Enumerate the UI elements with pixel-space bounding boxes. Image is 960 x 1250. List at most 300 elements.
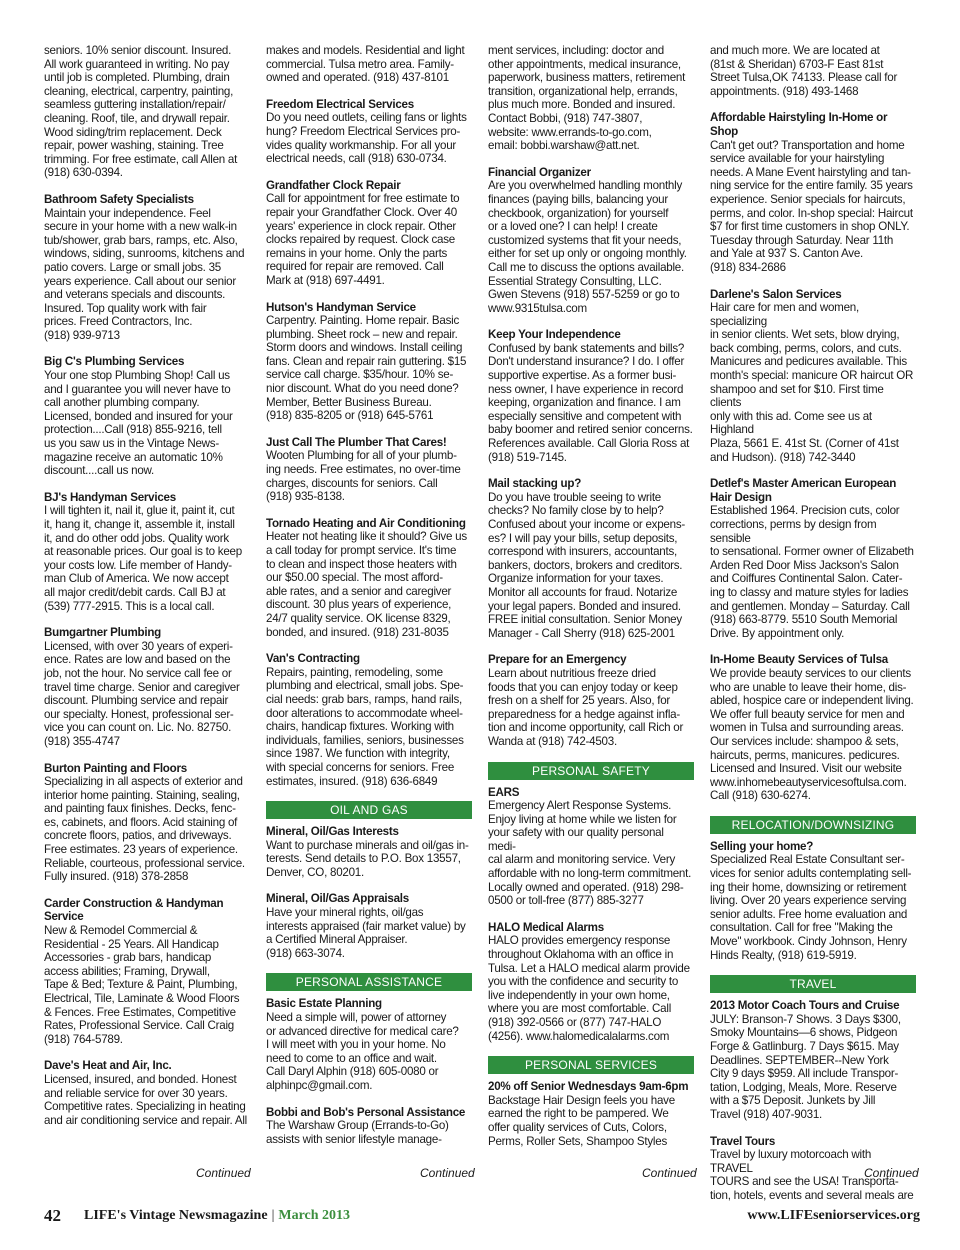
listing-text-line: only with this ad. Come see us at Highland (710, 409, 872, 437)
listing-text-line: and Yale at 937 S. Canton Ave. (710, 247, 864, 261)
listing-text-line: Move" workbook. Cindy Johnson, Henry (710, 935, 907, 949)
listing-text-line: preparedness for a hedge against infla- (488, 707, 680, 721)
listing-text-line: Backstage Hair Design feels you have (488, 1093, 675, 1107)
listing-text-line: Are you overwhelmed handling monthly (488, 179, 683, 193)
listing-text-line: estimates, insured. (918) 636-6849 (266, 774, 438, 788)
listing-text-line: required for repair are removed. Call (266, 260, 444, 274)
listing-text-line: and painting faux finishes. Decks, fenc- (44, 802, 236, 816)
listing-burton-painting-and-floors (44, 762, 250, 884)
listing-title: EARS (488, 785, 520, 799)
listing-text-line: Gwen Stevens (918) 557-5259 or go to (488, 288, 680, 302)
listing-text-line: bonded, and insured. (918) 231-8035 (266, 625, 449, 639)
listing-text-line: especially sensitive and competent with (488, 409, 682, 423)
website-link[interactable]: www.LIFEseniorservices.org (747, 1208, 920, 1223)
listing-hutson-s-handyman-service (266, 301, 472, 423)
listing-text-line: seniors. 10% senior discount. Insured. (44, 44, 232, 57)
listing-text-line: supportive expertise. As a former busi- (488, 369, 677, 383)
listing-text-line: where you are most comfortable. Call (488, 1002, 672, 1016)
listing-keep-your-independence (488, 328, 694, 464)
listing-title: In-Home Beauty Services of Tulsa (710, 653, 888, 667)
classified-columns (44, 44, 920, 1202)
listing-text-line: (918) 939-9713 (44, 328, 120, 342)
listing-text-line: call another plumbing company. (44, 396, 200, 410)
listing-text-line: Travel (918) 407-9031. (710, 1107, 823, 1121)
listing-bumgartner-plumbing (44, 626, 250, 748)
listing-text-line: HALO provides emergency response (488, 934, 671, 948)
listing-text-line: man Club of America. We now accept (44, 572, 229, 586)
listing-text-line: Wanda at (918) 742-4503. (488, 734, 617, 748)
listing-text-line: alphinpc@gmail.com. (266, 1079, 373, 1092)
listing-text-line: Have your mineral rights, oil/gas (266, 906, 424, 920)
listing-text-line: a call today for prompt service. It's time (266, 544, 457, 557)
listing-text-line: haircuts, perms, manicures. pedicures. (710, 748, 900, 762)
listing-title: Tornado Heating and Air Conditioning (266, 516, 466, 530)
continued-label: Continued (420, 1166, 475, 1180)
listing-text-line: Tulsa. Let a HALO medical alarm provide (488, 961, 690, 975)
listing-text-line: Want to purchase minerals and oil/gas in- (266, 838, 469, 852)
listing-title: 2013 Motor Coach Tours and Cruise (710, 999, 900, 1013)
listing-text-line: checks? No family close by to help? (488, 504, 664, 518)
listing-text-line: (918) 392-0566 or (877) 747-HALO (488, 1016, 662, 1029)
listing-text-line: (918) 519-7145. (488, 450, 567, 464)
section-header-personal-services: PERSONAL SERVICES (488, 1056, 694, 1074)
listing-dave-s-heat-and-air-inc (44, 1059, 250, 1127)
listing-text-line: Confused by bank statements and bills? (488, 341, 685, 355)
listing-text-line: Free estimates. 23 years of experience. (44, 843, 238, 857)
listing-tornado-heating-and-air-conditioning (266, 517, 472, 639)
listing-text-line: job, not the hour. No service call fee or (44, 666, 232, 680)
continued-label: Continued (864, 1166, 919, 1180)
listing-text-line: cleaning. Roof, tile, and drywall repair. (44, 111, 230, 125)
listing-text-line: our specialty. Honest, professional ser- (44, 707, 234, 721)
listing-text-line: cial needs: grab bars, ramps, hand rails, (266, 692, 462, 706)
listing-text-line: keeping, organization and finance. I am (488, 396, 681, 410)
listing-title: Burton Painting and Floors (44, 761, 187, 775)
listing-text-line: www.inhomebeautyservicesoftulsa.com. (710, 775, 907, 789)
listing-text-line: nior discount. What do you need done? (266, 382, 459, 396)
listing-text-line: individuals, families, seniors, businesses (266, 733, 464, 747)
listing-text-line: with a $75 Deposit. Junkets by Jill (710, 1094, 876, 1108)
listing-text-line: baby boomer and retired senior concerns. (488, 423, 693, 437)
listing-text-line: terests. Send details to P.O. Box 13557, (266, 852, 461, 866)
listing-text-line: email: bobbi.warshaw@att.net. (488, 139, 640, 153)
listing-text-line: you with the confidence and security to (488, 975, 679, 989)
listing-text-line: Tuesday through Saturday. Near 11th (710, 233, 894, 247)
listing-text-line: We offer full beauty service for men and (710, 707, 905, 721)
listing-text-line: service available for your hairstyling (710, 152, 885, 166)
listing-title: Bobbi and Bob's Personal Assistance (266, 1105, 466, 1119)
listing-text-line: Monitor all accounts for fraud. Notarize (488, 585, 678, 599)
listing-big-c-s-plumbing-services (44, 355, 250, 477)
listing-text-line: either for set up only or ongoing monthly. (488, 247, 687, 261)
listing-text-line: Wood siding/trim replacement. Deck (44, 125, 222, 139)
listing-text-line: cal alarm and monitoring service. Very (488, 853, 676, 867)
listing-text-line: Competitive rates. Specializing in heating (44, 1100, 246, 1114)
listing-text-line: ing their home, downsizing or retirement (710, 880, 907, 894)
listing-text-line: Learn about nutritious freeze dried (488, 666, 656, 680)
listing-text-line: seamless guttering installation/repair/ (44, 98, 226, 112)
listing-selling-your-home (710, 840, 916, 962)
listing-text-line: Call me to discuss the options available. (488, 260, 684, 274)
column-3 (488, 44, 694, 1184)
listing-detlef-s-master-american-european-hair-design (710, 477, 916, 640)
listing-text-line: fresh on a shelf for 25 years. Also, for (488, 694, 671, 708)
listing-text-line: Reliable, courteous, professional service. (44, 856, 245, 870)
listing-text-line: back combing, perms, colors, and cuts. (710, 341, 902, 355)
listing-text-line: discount. 30 plus years of experience, (266, 598, 452, 612)
listing-text-line: tation, Lodging, Meals, More. Reserve (710, 1080, 897, 1094)
listing-in-home-beauty-services-of-tulsa (710, 653, 916, 803)
listing-text-line: appointments. (918) 493-1468 (710, 84, 859, 98)
listing-text-line: Need a simple will, power of attorney (266, 1011, 447, 1025)
listing-text-line: who are unable to leave their home, dis- (710, 680, 907, 694)
listing-text-line: offer quality services of Cuts, Colors, (488, 1120, 667, 1134)
listing-text-line: interior home painting. Staining, sealing, (44, 788, 240, 802)
listing-title: Van's Contracting (266, 652, 360, 666)
listing-text-line: Essential Strategy Consulting, LLC. (488, 274, 662, 288)
listing-text-line: (918) 935-8138. (266, 490, 345, 504)
listing-text-line: charges, discounts for seniors. Call (266, 476, 438, 490)
listing-text-line: or advanced directive for medical care? (266, 1024, 459, 1038)
listing-text-line: us you saw us in the Vintage News- (44, 437, 219, 451)
listing-title: Detlef's Master American European Hair Design (710, 477, 897, 504)
listing-bj-s-handyman-services (44, 491, 250, 613)
listing-title: Freedom Electrical Services (266, 97, 414, 111)
listing-text-line: Wooten Plumbing for all of your plumb- (266, 449, 457, 463)
listing-just-call-the-plumber-that-cares (266, 436, 472, 504)
listing-text-line: Smoky Mountains—6 shows, Pidgeon (710, 1026, 898, 1040)
section-header-travel: TRAVEL (710, 975, 916, 993)
listing-text-line: References available. Call Gloria Ross at (488, 437, 690, 451)
listing-text-line: door alterations to accommodate wheel- (266, 706, 463, 720)
listing-text-line: We provide beauty services to our clients (710, 666, 911, 680)
listing-mineral-oil-gas-appraisals (266, 892, 472, 960)
listing-text-line: and Coiffures Continental Salon. Cater- (710, 572, 903, 586)
listing-text-line: 24/7 quality service. OK license 8329, (266, 611, 451, 625)
listing-text-line: consultation. Call for free "Making the (710, 921, 893, 935)
listing-text-line: trimming. For free estimate, call Allen at (44, 152, 238, 166)
listing-text-line: Repairs, painting, remodeling, some (266, 665, 443, 679)
listing-text-line: tion and income opportunity, call Rich or (488, 721, 684, 735)
listing-text-line: Maintain your independence. Feel (44, 206, 211, 220)
listing-text-line: electrical needs, call (918) 630-0734. (266, 152, 447, 166)
listing-text-line: and air conditioning service and repair. All (44, 1113, 247, 1127)
listing-text-line: ness owner, I have experience in record (488, 382, 684, 396)
listing-title: Dave's Heat and Air, Inc. (44, 1059, 172, 1073)
listing-text-line: (81st & Sheridan) 6703-F East 81st (710, 57, 884, 71)
listing-text-line: Rates, Professional Service. Call Craig (44, 1019, 234, 1033)
listing-affordable-hairstyling-in-home-or-shop (710, 111, 916, 274)
listing-title: Selling your home? (710, 839, 814, 853)
listing-title: BJ's Handyman Services (44, 490, 176, 504)
listing-bathroom-safety-specialists (44, 193, 250, 343)
listing-text-line: and much more. We are located at (710, 44, 880, 57)
listing-text-line: Street Tulsa,OK 74133. Please call for (710, 71, 898, 85)
listing-text-line: and veterans specials and discounts. (44, 288, 226, 302)
listing-title: Basic Estate Planning (266, 997, 382, 1011)
listing-text-line: throughout Oklahoma with an office in (488, 948, 674, 962)
listing-title: Keep Your Independence (488, 328, 621, 342)
listing-text-line: concrete floors, patios, and driveways. (44, 829, 232, 843)
listing-title: Affordable Hairstyling In-Home or Shop (710, 111, 888, 138)
listing-text-line: your safety with our quality personal medi- (488, 826, 664, 853)
listing-text-line: and gentlemen. Monday – Saturday. Call (710, 599, 910, 613)
listing-title: 20% off Senior Wednesdays 9am-6pm (488, 1080, 689, 1094)
continued-label: Continued (196, 1166, 251, 1180)
listing-text-line: Contact Bobbi, (918) 747-3807, (488, 111, 643, 125)
listing-text-line: and reliable service for over 30 years. (44, 1086, 228, 1100)
listing-text-line: (918) 835-8205 or (918) 645-5761 (266, 409, 434, 423)
listing-text-line: patio covers. Large or small jobs. 35 (44, 260, 221, 274)
listing-text-line: Established 1964. Precision cuts, color (710, 504, 900, 518)
listing-text-line: (4256). www.halomedicalalarms.com (488, 1029, 670, 1043)
listing-text-line: since 1987. We function with integrity, (266, 747, 450, 761)
listing-text-line: foods that you can enjoy today or keep (488, 680, 678, 694)
listing-text-line: JULY: Branson-7 Shows. 3 Days $300, (710, 1012, 901, 1026)
listing-text-line: vides quality workmanship. For all your (266, 138, 456, 152)
listing-text-line: Call for appointment for free estimate to (266, 192, 460, 206)
listing-text-line: corrections, perms by design from sensible (710, 518, 877, 545)
listing-text-line: customized systems that fit your needs, (488, 233, 682, 247)
listing-text-line: Licensed and Insured. Visit our website (710, 762, 902, 776)
listing-prepare-for-an-emergency (488, 653, 694, 748)
listing-text-line: repair your Grandfather Clock. Over 40 (266, 205, 457, 219)
listing-text-line: (918) 834-2686 (710, 260, 786, 274)
listing-text-line: City 9 days $959. All include Transpor- (710, 1067, 899, 1081)
listing-text-line: Hair care for men and women, specializing (710, 301, 859, 328)
publication-line (84, 1208, 350, 1224)
listing-continuation (266, 44, 472, 85)
listing-text-line: women in Tulsa and surrounding areas. (710, 721, 904, 735)
listing-text-line: Licensed, bonded and insured for your (44, 409, 233, 423)
listing-text-line: Perms, Roller Sets, Shampoo Styles (488, 1134, 668, 1148)
listing-text-line: Mark at (918) 697-4491. (266, 273, 385, 287)
listing-text-line: Heater not heating like it should? Give us (266, 530, 467, 544)
listing-text-line: Electrical, Tile, Laminate & Wood Floors (44, 992, 240, 1005)
listing-text-line: Insured. Top quality work with fair (44, 301, 207, 315)
listing-title: Prepare for an Emergency (488, 653, 627, 667)
listing-text-line: needs. A Mane Event hairstyling and tan- (710, 165, 911, 179)
listing-text-line: FREE initial consultation. Senior Money (488, 613, 682, 627)
issue-date: March 2013 (278, 1208, 351, 1223)
listing-text-line: checkbook, organization) for yourself (488, 206, 669, 220)
listing-text-line: senior adults. Free home evaluation and (710, 907, 908, 921)
section-header-personal-safety: PERSONAL SAFETY (488, 762, 694, 780)
listing-text-line: or a loved one? I can help! I create (488, 220, 658, 234)
listing-text-line: Manager - Call Sherry (918) 625-2001 (488, 626, 675, 640)
listing-text-line: transition, organizational help, errands, (488, 84, 678, 98)
listing-text-line: to sensational. Former owner of Elizabeth (710, 545, 914, 559)
listing-text-line: (918) 663-3074. (266, 946, 345, 960)
listing-text-line: website: www.errands-to-go.com, (488, 125, 652, 139)
listing-text-line: with special concerns for seniors. Free (266, 760, 455, 774)
listing-text-line: (918) 355-4747 (44, 734, 120, 748)
listing-text-line: Do you need outlets, ceiling fans or lights (266, 111, 467, 125)
listing-text-line: Denver, CO, 80201. (266, 865, 364, 879)
listing-text-line: shampoo and set for $10. First time clients (710, 382, 884, 410)
listing-text-line: and I guarantee you will never have to (44, 382, 231, 396)
listing-title: Financial Organizer (488, 165, 591, 179)
listing-text-line: Carpentry. Painting. Home repair. Basic (266, 314, 460, 328)
listing-text-line: at reasonable prices. Our goal is to keep (44, 545, 242, 559)
listing-text-line: fans. Clean and repair rain guttering. $15 (266, 354, 467, 368)
listing-text-line: Accessories - grab bars, handicap (44, 951, 212, 965)
listing-text-line: to clean and inspect those heaters with (266, 557, 457, 571)
listing-text-line: plus much more. Bonded and insured. (488, 98, 676, 112)
listing-text-line: finances (paying bills, balancing your (488, 192, 668, 206)
listing-text-line: ing needs. Free estimates, no over-time (266, 463, 461, 477)
listing-text-line: Call Daryl Alphin (918) 605-0080 or (266, 1065, 439, 1079)
publication-name: LIFE's Vintage Newsmagazine (84, 1208, 268, 1223)
listing-continuation (44, 44, 250, 180)
listing-text-line: protection....Call (918) 855-9216, tell (44, 423, 222, 437)
listing-text-line: Arden Red Door Miss Jackson's Salon (710, 558, 899, 572)
listing-carder-construction-handyman-service (44, 897, 250, 1047)
listing-text-line: abled, hospice care or independent living. (710, 694, 914, 708)
listing-title: Carder Construction & Handyman Service (44, 896, 224, 924)
listing-text-line: hung? Freedom Electrical Services pro- (266, 124, 461, 138)
listing-text-line: discount....call us now. (44, 464, 154, 478)
listing-text-line: our $50.00 special. The most afford- (266, 571, 443, 585)
listing-text-line: Organize information for your taxes. (488, 572, 664, 586)
listing-text-line: it, and do other odd jobs. Quality work (44, 531, 229, 545)
listing-text-line: I will meet with you in your home. No (266, 1038, 446, 1052)
listing-text-line: interests appraised (fair market value) by (266, 919, 466, 933)
listing-continuation (710, 44, 916, 98)
listing-text-line: Emergency Alert Response Systems. (488, 799, 672, 813)
listing-text-line: 0500 or toll-free (877) 885-3277 (488, 894, 644, 908)
listing-text-line: I will tighten it, nail it, glue it, paint it, cut (44, 504, 235, 518)
listing-text-line: Your one stop Plumbing Shop! Call us (44, 369, 230, 383)
listing-text-line: in senior clients. Wet sets, blow drying, (710, 328, 900, 342)
listing-text-line: clocks repaired by request. Clock case (266, 233, 455, 247)
listing-text-line: correspond with insurers, accountants, (488, 545, 677, 559)
listing-title: Big C's Plumbing Services (44, 355, 185, 369)
listing-title: Just Call The Plumber That Cares! (266, 435, 447, 449)
listing-text-line: until job is completed. Plumbing, drain (44, 71, 230, 85)
listing-text-line: tion, hotels, events and several meals are (710, 1188, 914, 1202)
continued-label: Continued (642, 1166, 697, 1180)
listing-text-line: Storm doors and windows. Install ceiling (266, 341, 463, 355)
listing-text-line: remains in your home. Only the parts (266, 246, 448, 260)
listing-text-line: living. Over 20 years experience serving (710, 894, 907, 908)
listing-text-line: secure in your home with a new walk-in (44, 220, 237, 234)
listing-text-line: Deadlines. SEPTEMBER--New York (710, 1053, 889, 1067)
listing-mail-stacking-up (488, 477, 694, 640)
listing-text-line: es, cabinets, and floors. Acid staining of (44, 815, 238, 829)
listing-freedom-electrical-services (266, 98, 472, 166)
listing-text-line: Manicures and pedicures available. This (710, 355, 907, 369)
listing-text-line: Specializing in all aspects of exterior and (44, 775, 243, 789)
listing-text-line: owned and operated. (918) 437-8101 (266, 71, 449, 85)
listing-ears (488, 786, 694, 908)
listing-text-line: live independently in your own home, (488, 988, 670, 1002)
listing-text-line: Can't get out? Transportation and home (710, 138, 905, 152)
listing-text-line: your legal papers. Bonded and insured. (488, 599, 681, 613)
listing-title: Mineral, Oil/Gas Interests (266, 825, 399, 839)
page-footer (44, 1206, 920, 1226)
listing-text-line: The Warshaw Group (Errands-to-Go) (266, 1119, 449, 1133)
listing-title: Travel Tours (710, 1134, 776, 1148)
listing-title: Hutson's Handyman Service (266, 300, 416, 314)
listing-text-line: ence. Rates are low and based on the (44, 653, 231, 667)
listing-financial-organizer (488, 166, 694, 316)
listing-halo-medical-alarms (488, 921, 694, 1043)
listing-text-line: vices for senior adults contemplating sell- (710, 867, 912, 881)
listing-title: HALO Medical Alarms (488, 920, 604, 934)
listing-text-line: Tape & Bed; Texture & Paint, Plumbing, (44, 978, 238, 992)
listing-text-line: chairs, handicap fixtures. Working with (266, 720, 454, 734)
listing-text-line: years' experience in clock repair. Other (266, 219, 457, 233)
listing-van-s-contracting (266, 652, 472, 788)
listing-text-line: bankers, doctors, brokers and creditors. (488, 558, 683, 572)
listing-text-line: plumbing and electrical, small jobs. Spe- (266, 679, 464, 693)
listing-text-line: repair, power washing, staining. Tree (44, 139, 224, 153)
section-header-personal-assistance: PERSONAL ASSISTANCE (266, 973, 472, 991)
listing-title: Darlene's Salon Services (710, 287, 842, 301)
listing-text-line: Member, Better Business Bureau. (266, 395, 432, 409)
listing-text-line: es? I will pay your bills, setup deposits, (488, 531, 678, 545)
listing-text-line: Call (918) 630-6274. (710, 789, 811, 803)
listing-text-line: paperwork, business matters, retirement (488, 71, 686, 85)
listing-text-line: service call charge. $35/hour. 10% se- (266, 368, 454, 382)
listing-text-line: all major credit/debit cards. Call BJ at (44, 585, 226, 599)
listing-text-line: Hinds Realty, (918) 619-5919. (710, 948, 857, 962)
listing-text-line: TOURS and see the USA! Transporta- (710, 1175, 899, 1189)
listing-text-line: Locally owned and operated. (918) 298- (488, 880, 684, 894)
listing-text-line: & Fences. Free Estimates, Competitive (44, 1005, 236, 1019)
listing-mineral-oil-gas-interests (266, 825, 472, 879)
listing-text-line: perms, and color. In-shop special: Haircut (710, 206, 913, 220)
listing-text-line: cleaning, electrical, carpentry, painting, (44, 84, 234, 98)
listing-text-line: Licensed, with over 30 years of experi- (44, 639, 233, 653)
listing-basic-estate-planning (266, 997, 472, 1092)
listing-text-line: travel time charge. Senior and caregiver (44, 680, 240, 694)
listing-text-line: windows, siding, sunrooms, kitchens and (44, 247, 245, 261)
section-header-relocation-downsizing: RELOCATION/DOWNSIZING (710, 816, 916, 834)
listing-grandfather-clock-repair (266, 179, 472, 288)
listing-text-line: Specialized Real Estate Consultant ser- (710, 853, 905, 867)
column-2 (266, 44, 472, 1184)
listing-bobbi-and-bob-s-personal-assistance (266, 1106, 472, 1147)
listing-text-line: (918) 764-5789. (44, 1032, 123, 1046)
listing-text-line: All work guaranteed in writing. No pay (44, 57, 230, 71)
listing-text-line: www.9315tulsa.com (488, 301, 587, 315)
listing-text-line: magazine receive an automatic 10% (44, 450, 223, 464)
listing-title: Grandfather Clock Repair (266, 178, 401, 192)
page-number: 42 (44, 1206, 61, 1225)
listing-text-line: Residential - 25 Years. All Handicap (44, 937, 219, 951)
listing-text-line: Plaza, 5661 E. 41st St. (Corner of 41st (710, 437, 899, 451)
listing-text-line: it, hang it, change it, assemble it, install (44, 518, 235, 531)
listing-text-line: (918) 630-0394. (44, 166, 123, 180)
listing-text-line: need to come to an office and wait. (266, 1051, 437, 1065)
listing-text-line: discount. Plumbing service and repair (44, 694, 229, 708)
listing-text-line: and Hudson). (918) 742-3440 (710, 450, 856, 464)
listing-text-line: Do you have trouble seeing to write (488, 490, 661, 504)
listing-text-line: Forge & Gatlinburg. 7 Days $615. May (710, 1040, 899, 1053)
listing-text-line: Enjoy living at home while we listen for (488, 812, 677, 826)
listing-text-line: Drive. By appointment only. (710, 626, 845, 640)
listing-darlene-s-salon-services (710, 288, 916, 465)
listing-text-line: New & Remodel Commercial & (44, 924, 198, 938)
listing-title: Mineral, Oil/Gas Appraisals (266, 892, 409, 906)
listing-text-line: Our services include: shampoo & sets, (710, 734, 899, 748)
listing-title: Mail stacking up? (488, 477, 582, 491)
listing-2013-motor-coach-tours-and-cruise (710, 999, 916, 1121)
listing-text-line: years experience. Call about our senior (44, 274, 236, 288)
listing-text-line: (918) 663-8779. 5510 South Memorial (710, 613, 898, 627)
